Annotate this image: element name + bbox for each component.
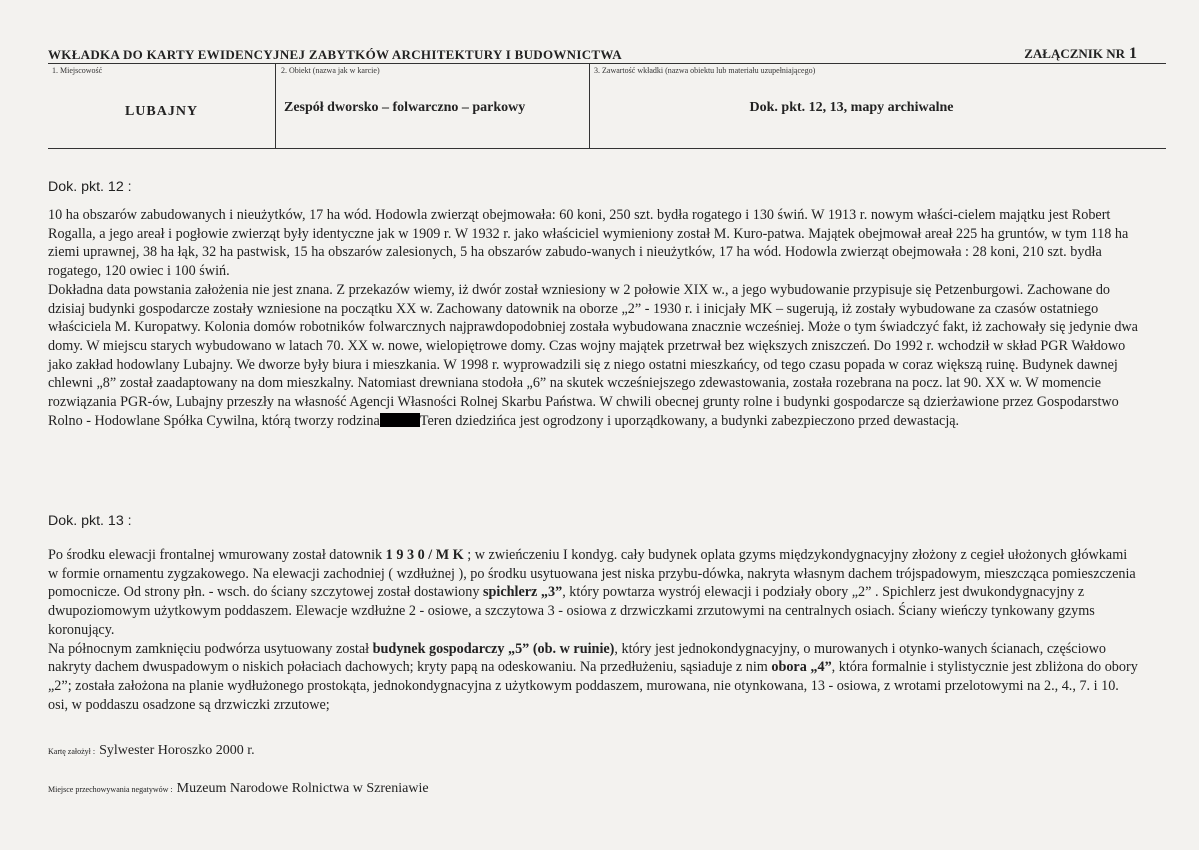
section-13-body (48, 546, 1138, 714)
header-rule-bottom (48, 148, 1166, 149)
text-run: , która formalnie i stylistycznie jest zbliżona do obory „2”; została założona na planie wydłużonego prostokąta, jednokondygnacyjna z użytkowym poddaszem, murowana, nie otynkowana, 13 - osiowa, z wrotami przelotowymi na 2., 4., 7. i 10. osi, w poddaszu osadzone są drzwiczki zrzutowe; (48, 659, 1138, 713)
section-12-heading: Dok. pkt. 12 : (48, 179, 132, 195)
attachment-label: ZAŁĄCZNIK NR (1024, 46, 1125, 61)
author-line (48, 741, 255, 759)
section-12-paragraph-1: 10 ha obszarów zabudowanych i nieużytków, 17 ha wód. Hodowla zwierząt obejmowała: 60 koni, 250 szt. bydła rogatego i 130 świń. W 1913 r. nowym właści-cielem majątku jest Robert Rogalla, a jego areał i pogłowie zwierząt były identyczne jak w 1909 r. W 1932 r. jako właściciel wymieniony został M. Kuro-patwa. Majątek obejmował areał 225 ha gruntów, w tym 118 ha ziemi uprawnej, 38 ha łąk, 32 ha pastwisk, 15 ha obszarów zalesionych, 5 ha obszarów zabudo-wanych i nieużytków, 17 ha wód. Hodowla zwierząt obejmowała : 28 koni, 210 szt. bydła rogatego, 120 owiec i 100 świń. (48, 207, 1129, 280)
section-13-paragraph-2 (48, 640, 1138, 715)
field-2-label: 2. Obiekt (nazwa jak w karcie) (281, 66, 380, 75)
granary-label: spichlerz „3” (482, 584, 563, 601)
text-run: ; w zwieńczeniu I kondyg. cały budynek oplata gzyms międzykondygnacyjny złożony z cegieł ułożonych główkami w formie ornamentu zygzakowego. Na elewacji zachodniej ( wzdłużnej ), po środku usytuowana jest niska przybu-dówka, nakryta własnym dachem trójspadowym, mieszcząca pomieszczenia pomocnicze. Od strony płn. - wsch. do ściany szczytowej został dostawiony (48, 547, 1136, 601)
document-title: WKŁADKA DO KARTY EWIDENCYJNEJ ZABYTKÓW ARCHITEKTURY I BUDOWNICTWA (48, 47, 622, 62)
storage-value: Muzeum Narodowe Rolnictwa w Szreniawie (176, 781, 429, 796)
field-3-label: 3. Zawartość wkładki (nazwa obiektu lub materiału uzupełniającego) (594, 66, 816, 75)
field-2-value: Zespół dworsko – folwarczno – parkowy (284, 100, 526, 115)
attachment-number-value: 1 (1129, 45, 1137, 62)
datestone-inscription: 1 9 3 0 / M K (385, 547, 464, 563)
field-divider-1 (275, 63, 276, 148)
section-12-body (48, 206, 1138, 430)
field-1-label: 1. Miejscowość (52, 66, 103, 75)
author-label: Kartę założył : (48, 747, 96, 756)
text-run: , który powtarza wystrój elewacji i podziały obory „2” . Spichlerz jest dwukondygnacyjny z dwupoziomowym użytkowym poddaszem. Elewacje wzdłużne 2 - osiowe, a szczytowa 3 - osiowa z drzwiczkami zrzutowymi na centralnych osiach. Ściany wieńczy tynkowany gzyms koronujący. (48, 584, 1095, 638)
farm-building-label: budynek gospodarczy „5” (ob. w ruinie) (372, 640, 615, 657)
barn-label: obora „4” (771, 659, 832, 676)
section-12-paragraph-2-end: Teren dziedzińca jest ogrodzony i uporządkowany, a budynki zabezpieczono przed dewastacją. (419, 412, 960, 429)
text-run: Na północnym zamknięciu podwórza usytuowany został (48, 640, 370, 657)
section-12-paragraph-2 (48, 281, 1138, 431)
attachment-number (1024, 45, 1137, 63)
section-12-paragraph-2-text: Dokładna data powstania założenia nie jest znana. Z przekazów wiemy, iż dwór został wzniesiony w 2 połowie XIX w., a jego wybudowanie przypisuje się Petzenburgowi. Zachowane do dzisiaj budynki gospodarcze zostały wzniesione na początku XX w. Zachowany datownik na oborze „2” - 1930 r. i inicjały MK – sugerują, iż zostały wybudowane za czasów ostatniego właściciela M. Kuropatwy. Kolonia domów robotników folwarcznych najprawdopodobniej została wybudowana znacznie wcześniej. Może o tym świadczyć fakt, iż zachowały się jedynie dwa domy. W miejscu starych wybudowano w latach 70. XX w. nowe, wielopiętrowe domy. Czas wojny majątek przetrwał bez większych zniszczeń. Do 1992 r. wchodził w skład PGR Wałdowo jako zakład hodowlany Lubajny. We dworze były biura i mieszkania. W 1998 r. wyprowadzili się z niego ostatni mieszkańcy, od tego czasu popada w coraz większą ruinę. Budynek dawnej chlewni „8” został zaadaptowany na dom mieszkalny. Natomiast drewniana stodoła „6” na skutek wcześniejszego zdewastowania, została rozebrana na pocz. lat 90. XX w. W momencie rozwiązania PGR-ów, Lubajny przeszły na własność Agencji Własności Rolnej Skarbu Państwa. W chwili obecnej grunty rolne i budynki gospodarcze są dzierżawione przez Gospodarstwo Rolno - Hodowlane Spółka Cywilna, którą tworzy rodzina (48, 281, 1138, 429)
text-run: Po środku elewacji frontalnej wmurowany został datownik (48, 547, 383, 563)
field-1-value: LUBAJNY (124, 104, 199, 119)
section-13-heading: Dok. pkt. 13 : (48, 513, 132, 529)
text-run: , który jest jednokondygnacyjny, o murowanych i otynko-wanych ścianach, częściowo nakryty dachem dwuspadowym o niskich połaciach dachowych; kryty papą na odeskowaniu. Na przedłużeniu, sąsiaduje z nim (48, 640, 1106, 676)
header-rule-top (48, 63, 1166, 64)
storage-label: Miejsce przechowywania negatywów : (48, 785, 173, 794)
redaction-block (380, 413, 420, 427)
author-value: Sylwester Horoszko 2000 r. (99, 743, 255, 758)
storage-line (48, 779, 429, 797)
field-3-value: Dok. pkt. 12, 13, mapy archiwalne (749, 100, 954, 115)
section-13-paragraph-1 (48, 546, 1138, 640)
